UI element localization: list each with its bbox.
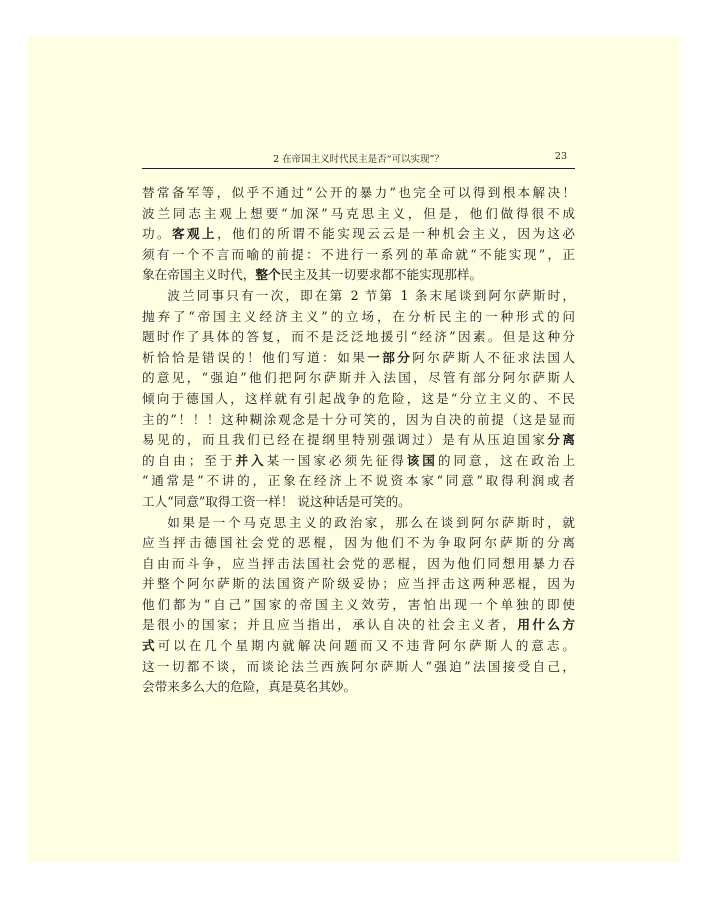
text-line — [142, 204, 575, 225]
text-run: “通常是”不讲的，正象在经济上不说资本家“同意”取得利润或者 — [142, 473, 575, 489]
text-run: 会带来多么大的危险，真是莫名其妙。 — [142, 679, 357, 695]
emphasized-text: 分离 — [547, 432, 575, 448]
text-run: 如果是一个马克思主义的政治家，那么在谈到阿尔萨斯时，就 — [167, 514, 575, 530]
text-run: 主的”！！！这种糊涂观念是十分可笑的，因为自决的前提（这是显而 — [142, 411, 575, 427]
text-line — [142, 451, 575, 472]
text-run: 并整个阿尔萨斯的法国资产阶级妥协；应当抨击这两种恶棍，因为 — [142, 576, 575, 592]
text-line — [142, 615, 575, 636]
text-line — [142, 183, 575, 204]
text-run: 阿尔萨斯人不征求法国人 — [412, 349, 575, 365]
paragraph — [142, 286, 575, 513]
text-run: 可以在几个星期内就解决问题而又不违背阿尔萨斯人的意志。 — [157, 638, 575, 654]
text-run: 民主及其一切要求都不能实现那样。 — [280, 267, 483, 283]
running-header — [142, 148, 575, 169]
text-line — [142, 389, 575, 410]
text-run: 倾向于德国人，这样就有引起战争的危险，这是“分立主义的、不民 — [142, 390, 575, 406]
text-line — [142, 245, 575, 266]
text-run: 某一国家必须先征得 — [266, 452, 407, 468]
text-run: 的同意，这在政治上 — [437, 452, 575, 468]
text-line — [142, 471, 575, 492]
text-run: 象在帝国主义时代， — [142, 267, 256, 283]
text-run: 析恰恰是错误的！他们写道：如果 — [142, 349, 368, 365]
text-line — [142, 574, 575, 595]
text-line — [142, 513, 575, 534]
text-run: 是很小的国家；并且应当指出，承认自决的社会主义者， — [142, 617, 518, 633]
text-run: 波兰同事只有一次，即在第 2 节第 1 条末尾谈到阿尔萨斯时， — [167, 287, 575, 303]
text-line — [142, 636, 575, 657]
emphasized-text: 一部分 — [367, 349, 413, 365]
text-run: 的意见，“强迫”他们把阿尔萨斯并入法国，尽管有部分阿尔萨斯人 — [142, 370, 575, 386]
text-run: 的自由；至于 — [142, 452, 236, 468]
emphasized-text: 客观上 — [172, 226, 218, 242]
text-line — [142, 327, 575, 348]
text-line — [142, 368, 575, 389]
text-run: ，他们的所谓不能实现云云是一种机会主义，因为这必 — [217, 226, 575, 242]
emphasized-text: 式 — [142, 638, 158, 654]
body-text — [142, 183, 575, 698]
running-title: 2 在帝国主义时代民主是否“可以实现”？ — [273, 154, 444, 165]
text-run: 波兰同志主观上想要“加深”马克思主义，但是，他们做得很不成 — [142, 205, 575, 221]
text-run: 自由而斗争，应当抨击法国社会党的恶棍，因为他们同想用暴力吞 — [142, 555, 575, 571]
text-line — [142, 430, 575, 451]
emphasized-text: 整个 — [255, 267, 281, 283]
paragraph — [142, 183, 575, 286]
text-run: 易见的，而且我们已经在提纲里特别强调过）是有从压迫国家 — [142, 432, 548, 448]
text-run: 题时作了具体的答复，而不是泛泛地援引“经济”因素。但是这种分 — [142, 329, 575, 345]
text-run: 他们都为“自己”国家的帝国主义效劳，害怕出现一个单独的即使 — [142, 596, 575, 612]
text-run: 应当抨击德国社会党的恶棍，因为他们不为争取阿尔萨斯的分离 — [142, 535, 575, 551]
text-run: 功。 — [142, 226, 173, 242]
text-line — [142, 554, 575, 575]
text-line — [142, 657, 575, 678]
paragraph — [142, 513, 575, 698]
text-run: 抛弃了“帝国主义经济主义”的立场，在分析民主的一种形式的问 — [142, 308, 575, 324]
text-run: 须有一个不言而喻的前提：不进行一系列的革命就“不能实现”，正 — [142, 246, 575, 262]
text-line — [142, 492, 575, 513]
text-line — [142, 595, 575, 616]
emphasized-text: 并入 — [235, 452, 267, 468]
text-line — [142, 677, 575, 698]
emphasized-text: 用什么方 — [517, 617, 575, 633]
text-line — [142, 265, 575, 286]
text-line — [142, 224, 575, 245]
emphasized-text: 该国 — [406, 452, 438, 468]
text-line — [142, 307, 575, 328]
text-line — [142, 348, 575, 369]
text-line — [142, 533, 575, 554]
text-line — [142, 286, 575, 307]
text-run: 这一切都不谈，而谈论法兰西族阿尔萨斯人“强迫”法国接受自己， — [142, 658, 575, 674]
text-line — [142, 410, 575, 431]
text-run: 替常备军等，似乎不通过“公开的暴力”也完全可以得到根本解决！ — [142, 185, 575, 200]
page-number: 23 — [554, 151, 567, 162]
text-run: 工人“同意”取得工资一样！ 说这种话是可笑的。 — [142, 493, 411, 509]
